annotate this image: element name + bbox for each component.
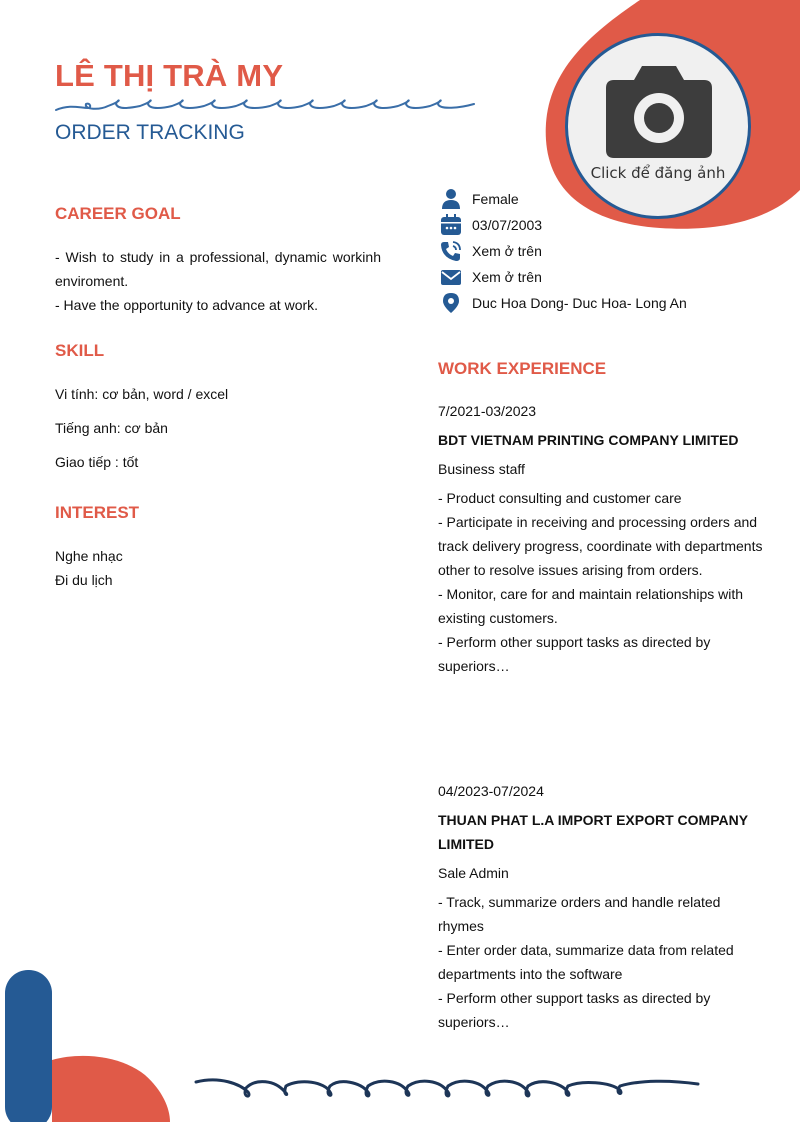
calendar-icon — [440, 214, 462, 236]
job-duty: - Participate in receiving and processing orders and track delivery progress, coordinate with departments other to resolve issues arising from orders. — [438, 514, 763, 578]
work-heading: WORK EXPERIENCE — [438, 359, 607, 378]
job-duty: - Monitor, care for and maintain relationships with existing customers. — [438, 586, 744, 626]
contact-value: Duc Hoa Dong- Duc Hoa- Long An — [472, 295, 687, 311]
interest-list — [55, 544, 123, 592]
skill-item: Giao tiếp : tốt — [55, 454, 139, 470]
contact-value: 03/07/2003 — [472, 217, 543, 233]
career-goal-text — [55, 245, 381, 317]
full-name: LÊ THỊ TRÀ MY — [55, 58, 284, 93]
job-entry — [438, 779, 763, 1034]
interest-item: Đi du lịch — [55, 572, 113, 588]
job-company: THUAN PHAT L.A IMPORT EXPORT COMPANY LIMITED — [438, 812, 748, 852]
phone-icon — [440, 240, 462, 262]
career-goal-line: - Wish to study in a professional, dynamic workinh enviroment. — [55, 249, 381, 289]
job-entry — [438, 399, 763, 678]
job-position: Business staff — [438, 461, 525, 477]
contact-gender — [440, 186, 687, 212]
location-icon — [440, 292, 462, 314]
job-period: 04/2023-07/2024 — [438, 783, 544, 799]
career-goal-line: - Have the opportunity to advance at work. — [55, 297, 319, 313]
job-duty: - Perform other support tasks as directed by superiors… — [438, 634, 711, 674]
contact-list — [440, 186, 687, 316]
camera-icon — [604, 64, 714, 160]
job-duty: - Enter order data, summarize data from related departments into the software — [438, 942, 734, 982]
job-title: ORDER TRACKING — [55, 121, 245, 144]
interest-item: Nghe nhạc — [55, 548, 123, 564]
contact-value: Xem ở trên — [472, 269, 542, 285]
red-half-circle-bottom — [52, 1056, 170, 1122]
squiggle-bottom — [196, 1080, 698, 1096]
squiggle-header — [56, 100, 474, 110]
skill-list — [55, 382, 228, 474]
contact-phone — [440, 238, 687, 264]
person-icon — [440, 188, 462, 210]
skill-item: Vi tính: cơ bản, word / excel — [55, 386, 229, 402]
job-duty: - Perform other support tasks as directed by superiors… — [438, 990, 711, 1030]
contact-birthday — [440, 212, 687, 238]
blue-bar-bottom — [5, 970, 52, 1122]
career-goal-heading: CAREER GOAL — [55, 204, 181, 223]
job-duty: - Track, summarize orders and handle related rhymes — [438, 894, 721, 934]
contact-value: Xem ở trên — [472, 243, 542, 259]
skill-item: Tiếng anh: cơ bản — [55, 420, 168, 436]
contact-address — [440, 290, 687, 316]
contact-value: Female — [472, 191, 519, 207]
photo-label: Click để đăng ảnh — [590, 164, 726, 182]
skill-heading: SKILL — [55, 341, 105, 360]
interest-heading: INTEREST — [55, 503, 140, 522]
job-duty: - Product consulting and customer care — [438, 490, 682, 506]
job-period: 7/2021-03/2023 — [438, 403, 537, 419]
job-company: BDT VIETNAM PRINTING COMPANY LIMITED — [438, 432, 739, 448]
mail-icon — [440, 266, 462, 288]
contact-email — [440, 264, 687, 290]
job-position: Sale Admin — [438, 865, 509, 881]
